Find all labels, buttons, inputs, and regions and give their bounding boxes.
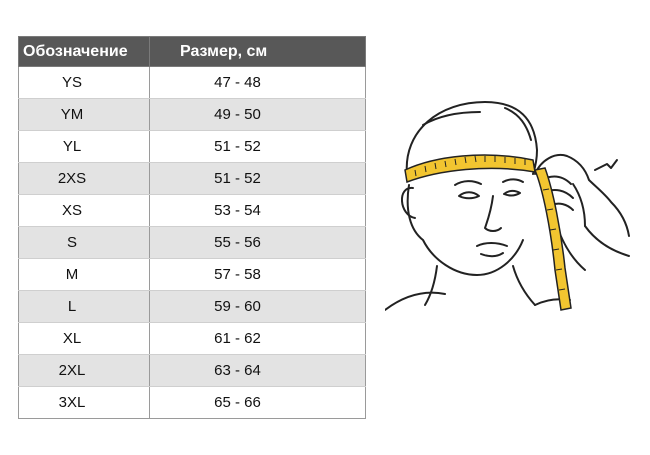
size-code-cell: S	[19, 227, 150, 259]
size-range-cell: 61 - 62	[150, 323, 366, 355]
size-code-cell: L	[19, 291, 150, 323]
size-range-cell: 65 - 66	[150, 387, 366, 419]
size-code-cell: YL	[19, 131, 150, 163]
table-row	[19, 323, 366, 355]
size-code-cell: M	[19, 259, 150, 291]
size-range-cell: 59 - 60	[150, 291, 366, 323]
column-header-size: Размер, см	[150, 37, 366, 67]
size-range-cell: 55 - 56	[150, 227, 366, 259]
table-row	[19, 259, 366, 291]
table-header-row	[19, 37, 366, 67]
size-chart-table	[18, 36, 366, 419]
table-row	[19, 355, 366, 387]
size-code-cell: YS	[19, 67, 150, 99]
table-row	[19, 227, 366, 259]
head-measurement-illustration	[385, 90, 640, 330]
size-code-cell: 3XL	[19, 387, 150, 419]
table-row	[19, 67, 366, 99]
table-row	[19, 131, 366, 163]
size-range-cell: 53 - 54	[150, 195, 366, 227]
size-range-cell: 51 - 52	[150, 163, 366, 195]
size-code-cell: 2XS	[19, 163, 150, 195]
table-row	[19, 99, 366, 131]
size-range-cell: 51 - 52	[150, 131, 366, 163]
size-code-cell: 2XL	[19, 355, 150, 387]
table-row	[19, 163, 366, 195]
size-range-cell: 57 - 58	[150, 259, 366, 291]
size-range-cell: 63 - 64	[150, 355, 366, 387]
size-range-cell: 49 - 50	[150, 99, 366, 131]
tape-measure	[405, 155, 571, 310]
size-code-cell: XL	[19, 323, 150, 355]
table-row	[19, 387, 366, 419]
table-row	[19, 195, 366, 227]
table-row	[19, 291, 366, 323]
column-header-code: Обозначение	[19, 37, 150, 67]
size-code-cell: YM	[19, 99, 150, 131]
size-range-cell: 47 - 48	[150, 67, 366, 99]
size-code-cell: XS	[19, 195, 150, 227]
